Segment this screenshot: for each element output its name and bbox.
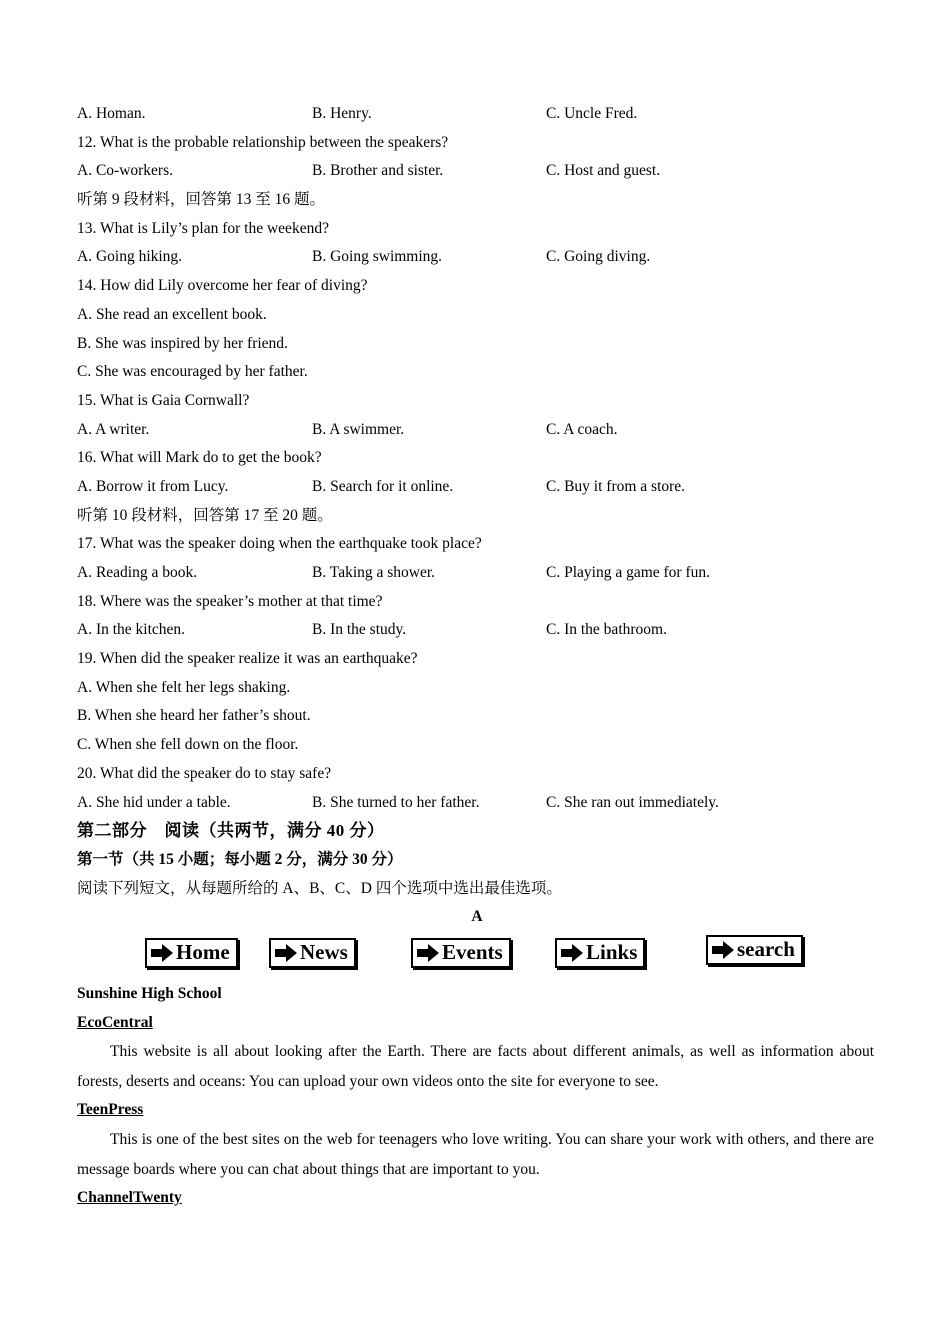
q18-option-a: A. In the kitchen. xyxy=(77,621,186,639)
q19-stem: 19. When did the speaker realize it was an earthquake? xyxy=(77,650,418,668)
q19-option-b: B. When she heard her father’s shout. xyxy=(77,707,311,725)
q14-option-a: A. She read an excellent book. xyxy=(77,305,267,323)
passage-label: A xyxy=(471,908,483,926)
q14-option-c: C. She was encouraged by her father. xyxy=(77,363,308,381)
q19-option-c: C. When she fell down on the floor. xyxy=(77,736,299,754)
q13-option-c: C. Going diving. xyxy=(546,248,651,266)
section-10-instruction: 听第 10 段材料，回答第 17 至 20 题。 xyxy=(77,506,333,524)
q20-stem: 20. What did the speaker do to stay safe? xyxy=(77,764,332,782)
q11-option-c: C. Uncle Fred. xyxy=(546,105,638,122)
site-description-teenpress: This is one of the best sites on the web for teenagers who love writing. You can share your work with others, and there are message boards where you can chat about things that are important to you. xyxy=(77,1131,874,1178)
q18-stem: 18. Where was the speaker’s mother at that time? xyxy=(77,592,383,610)
site-description-ecocentral: This website is all about looking after the Earth. There are facts about different animals, as well as information about forests, deserts and oceans: You can upload your own videos onto the site for everyone to see. xyxy=(77,1043,874,1090)
exam-page xyxy=(77,100,877,1213)
q16-option-a: A. Borrow it from Lucy. xyxy=(77,477,229,495)
q15-option-b: B. A swimmer. xyxy=(312,420,405,438)
q13-stem: 13. What is Lily’s plan for the weekend? xyxy=(77,219,329,237)
q18-options xyxy=(77,616,877,645)
reading-instruction: 阅读下列短文，从每题所给的 A、B、C、D 四个选项中选出最佳选项。 xyxy=(77,879,562,897)
q20-options xyxy=(77,789,877,818)
q11-option-b: B. Henry. xyxy=(312,105,372,122)
q15-option-a: A. A writer. xyxy=(77,420,150,438)
arrow-right-icon xyxy=(275,944,297,962)
q16-option-c: C. Buy it from a store. xyxy=(546,477,686,495)
arrow-right-icon xyxy=(151,944,173,962)
q12-stem: 12. What is the probable relationship between the speakers? xyxy=(77,133,449,151)
site-title-ecocentral: EcoCentral xyxy=(77,1013,153,1031)
q15-option-c: C. A coach. xyxy=(546,420,618,438)
q12-options xyxy=(77,157,877,186)
q17-options xyxy=(77,559,877,588)
news-button[interactable] xyxy=(269,938,356,968)
q16-option-b: B. Search for it online. xyxy=(312,477,454,495)
q14-option-b: B. She was inspired by her friend. xyxy=(77,334,288,352)
q15-options xyxy=(77,416,877,445)
q17-stem: 17. What was the speaker doing when the earthquake took place? xyxy=(77,535,482,553)
search-button[interactable] xyxy=(706,935,803,965)
q15-stem: 15. What is Gaia Cornwall? xyxy=(77,391,250,409)
q12-option-a: A. Co-workers. xyxy=(77,162,173,180)
q17-option-a: A. Reading a book. xyxy=(77,564,198,581)
arrow-right-icon xyxy=(712,941,734,959)
arrow-right-icon xyxy=(417,944,439,962)
part2-heading: 第二部分 阅读（共两节，满分 40 分） xyxy=(77,821,385,841)
q11-option-a: A. Homan. xyxy=(77,105,146,122)
q19-option-a: A. When she felt her legs shaking. xyxy=(77,678,291,696)
school-name: Sunshine High School xyxy=(77,984,222,1002)
website-nav-bar xyxy=(77,932,877,984)
q16-stem: 16. What will Mark do to get the book? xyxy=(77,449,322,467)
q12-option-c: C. Host and guest. xyxy=(546,162,661,180)
links-button-label: Links xyxy=(586,940,638,965)
q12-option-b: B. Brother and sister. xyxy=(312,162,444,180)
events-button-label: Events xyxy=(442,940,503,965)
q13-option-b: B. Going swimming. xyxy=(312,248,443,266)
search-button-label: search xyxy=(737,937,795,962)
q17-option-c: C. Playing a game for fun. xyxy=(546,564,711,581)
q20-option-b: B. She turned to her father. xyxy=(312,793,480,811)
home-button[interactable] xyxy=(145,938,238,968)
q17-option-b: B. Taking a shower. xyxy=(312,564,436,581)
q13-options xyxy=(77,243,877,272)
q14-stem: 14. How did Lily overcome her fear of diving? xyxy=(77,277,368,295)
site-title-channeltwenty: ChannelTwenty xyxy=(77,1189,182,1206)
q18-option-b: B. In the study. xyxy=(312,621,407,639)
q16-options xyxy=(77,473,877,502)
links-button[interactable] xyxy=(555,938,645,968)
q13-option-a: A. Going hiking. xyxy=(77,248,183,266)
events-button[interactable] xyxy=(411,938,511,968)
q20-option-c: C. She ran out immediately. xyxy=(546,793,719,811)
news-button-label: News xyxy=(300,940,348,965)
q20-option-a: A. She hid under a table. xyxy=(77,793,231,811)
arrow-right-icon xyxy=(561,944,583,962)
section1-heading: 第一节（共 15 小题；每小题 2 分，满分 30 分） xyxy=(77,850,403,868)
site-title-teenpress: TeenPress xyxy=(77,1101,144,1119)
section-9-instruction: 听第 9 段材料，回答第 13 至 16 题。 xyxy=(77,191,326,209)
q11-options xyxy=(77,100,877,129)
q18-option-c: C. In the bathroom. xyxy=(546,621,667,639)
home-button-label: Home xyxy=(176,940,230,965)
